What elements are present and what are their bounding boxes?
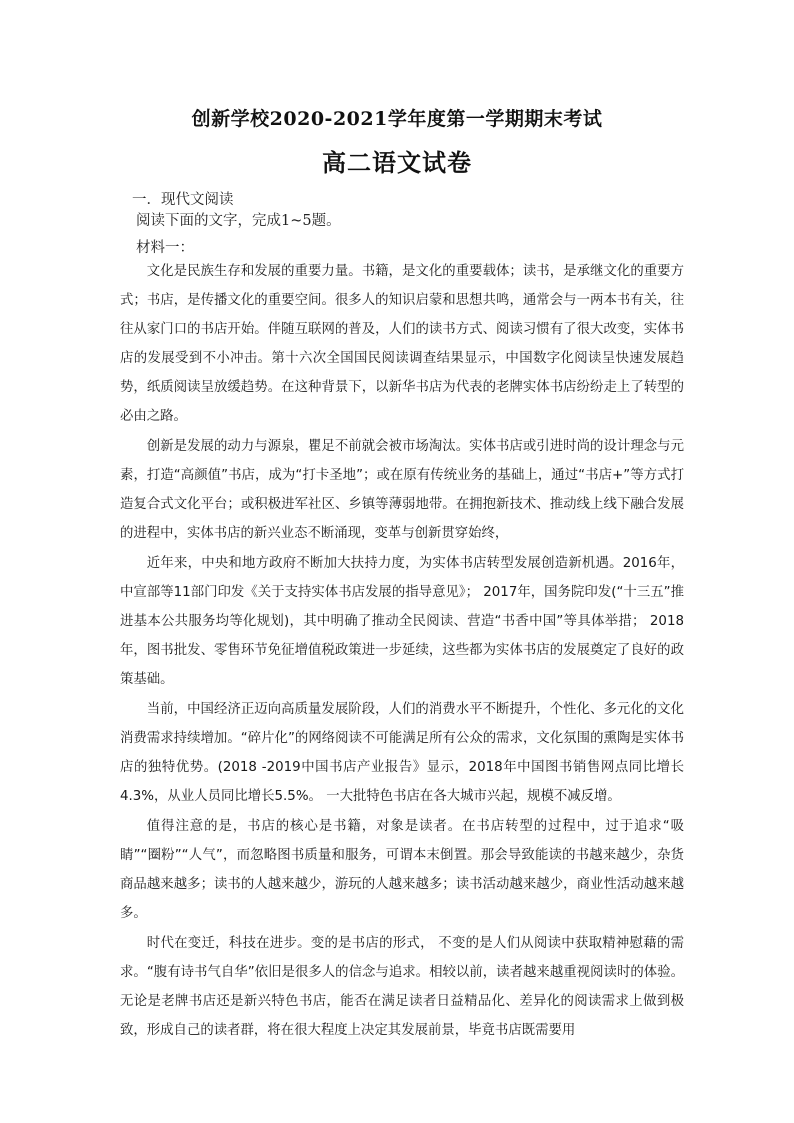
material-label: 材料一： — [136, 240, 194, 256]
section-heading: 一．现代文阅读 — [132, 192, 234, 208]
reading-instruction: 阅读下面的文字，完成1~5题。 — [136, 213, 341, 229]
paragraph: 时代在变迁，科技在进步。变的是书店的形式， 不变的是人们从阅读中获取精神慰藉的需求。“腹有诗书气自华”依旧是很多人的信念与追求。相较以前，读者越来越重视阅读时的体验。无论是老牌书店还是新兴特色书店，能否在满足读者日益精品化、差异化的阅读需求上做到极致，形成自己的读者群，将在很大程度上决定其发展前景，毕竟书店既需要用 — [120, 936, 684, 1038]
paragraph: 值得注意的是，书店的核心是书籍，对象是读者。在书店转型的过程中，过于追求“吸睛”“圈粉”“人气”，而忽略图书质量和服务，可谓本末倒置。那会导致能读的书越来越少，杂货商品越来越多；读书的人越来越少，游玩的人越来越多；读书活动越来越少，商业性活动越来越多。 — [120, 819, 684, 921]
exam-title: 创新学校2020-2021学年度第一学期期末考试 — [191, 108, 603, 130]
exam-subtitle: 高二语文试卷 — [322, 148, 472, 177]
paragraph: 创新是发展的动力与源泉，瞿足不前就会被市场淘汰。实体书店或引进时尚的设计理念与元素，打造“高颜值”书店，成为“打卡圣地”；或在原有传统业务的基础上，通过“书店+”等方式打造复合式文化平台；或积极进军社区、乡镇等薄弱地带。在拥抱新技术、推动线上线下融合发展的进程中，实体书店的新兴业态不断涌现，变革与创新贯穿始终， — [120, 439, 684, 541]
paragraph: 当前，中国经济正迈向高质量发展阶段，人们的消费水平不断提升，个性化、多元化的文化消费需求持续增加。“碎片化”的网络阅读不可能满足所有公众的需求，文化氛围的熏陶是实体书店的独特优势。(2018 -2019中国书店产业报告》显示，2018年中国图书销售网点同比增长4.3%，从业人员同比增长5.5%。 一大批特色书店在各大城市兴起，规模不减反增。 — [120, 702, 684, 804]
paragraph: 文化是民族生存和发展的重要力量。书籍，是文化的重要载体；读书，是承继文化的重要方式；书店，是传播文化的重要空间。很多人的知识启蒙和思想共鸣，通常会与一两本书有关，往往从家门口的书店开始。伴随互联网的普及，人们的读书方式、阅读习惯有了很大改变，实体书店的发展受到不小冲击。第十六次全国国民阅读调查结果显示，中国数字化阅读呈快速发展趋势，纸质阅读呈放缓趋势。在这种背景下，以新华书店为代表的老牌实体书店纷纷走上了转型的必由之路。 — [120, 264, 684, 424]
paragraph: 近年来，中央和地方政府不断加大扶持力度，为实体书店转型发展创造新机遇。2016年，中宣部等11部门印发《关于支持实体书店发展的指导意见》； 2017年，国务院印发(“十三五”推进基本公共服务均等化规划)，其中明确了推动全民阅读、营造“书香中国”等具体举措； 2018年，图书批发、零售环节免征增值税政策进一步延续，这些都为实体书店的发展奠定了良好的政策基础。 — [120, 556, 684, 687]
passage-body — [120, 257, 684, 1046]
